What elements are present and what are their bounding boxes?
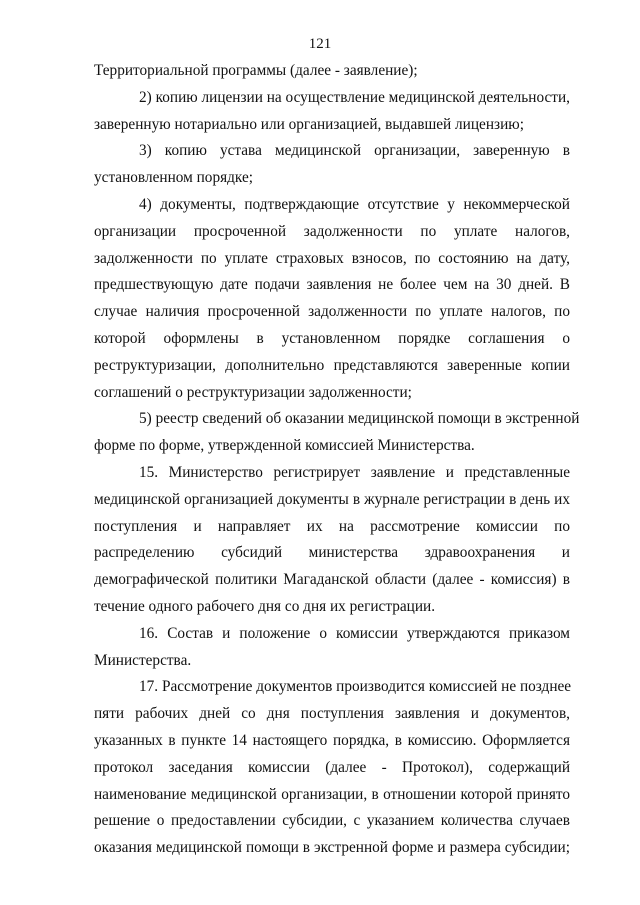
text-line: указанных в пункте 14 настоящего порядка, в комиссию. Оформляется (94, 731, 570, 749)
document-body (94, 58, 580, 862)
text-line: медицинской организацией документы в журнале регистрации в день их (94, 490, 570, 508)
text-line: наименование медицинской организации, в отношении которой принято (94, 785, 570, 803)
paragraph (94, 138, 570, 192)
text-line: соглашений о реструктуризации задолженности; (94, 383, 412, 401)
text-line: организации просроченной задолженности по уплате налогов, (94, 222, 570, 240)
text-line: пяти рабочих дней со дня поступления заявления и документов, (94, 705, 570, 723)
text-line: установленном порядке; (94, 169, 254, 187)
text-line: демографической политики Магаданской области (далее - комиссия) в (94, 571, 570, 589)
text-line: поступления и направляет их на рассмотрение комиссии по (94, 517, 570, 535)
text-line: реструктуризации, дополнительно представляются заверенные копии (94, 356, 570, 374)
text-line: 16. Состав и положение о комиссии утверждаются приказом (139, 624, 570, 642)
text-line: задолженности по уплате страховых взносов, по состоянию на дату, (94, 249, 570, 267)
text-line: которой оформлены в установленном порядке соглашения о (94, 329, 570, 347)
text-line: оказания медицинской помощи в экстренной форме и размера субсидии; (94, 839, 570, 857)
paragraph (94, 406, 580, 460)
text-line: 4) документы, подтверждающие отсутствие у некоммерческой (139, 195, 570, 213)
text-line: форме по форме, утвержденной комиссией Министерства. (94, 437, 475, 455)
text-line: распределению субсидий министерства здравоохранения и (94, 544, 570, 562)
paragraph (94, 192, 570, 406)
text-line: 15. Министерство регистрирует заявление и представленные (139, 463, 570, 481)
text-line: протокол заседания комиссии (далее - Протокол), содержащий (94, 758, 570, 776)
text-line: заверенную нотариально или организацией, выдавшей лицензию; (94, 115, 524, 133)
text-line: предшествующую дате подачи заявления не более чем на 30 дней. В (94, 276, 570, 294)
text-line: 2) копию лицензии на осуществление медицинской деятельности, (139, 88, 570, 106)
text-line: течение одного рабочего дня со дня их регистрации. (94, 597, 436, 615)
page-number: 121 (308, 36, 332, 52)
paragraph (94, 621, 570, 675)
text-line: решение о предоставлении субсидии, с указанием количества случаев (94, 812, 570, 830)
text-line: Министерства. (94, 651, 192, 669)
text-line: 3) копию устава медицинской организации, заверенную в (139, 142, 570, 160)
text-line: Территориальной программы (далее - заявление); (94, 62, 418, 79)
paragraph (94, 674, 570, 862)
text-line: 17. Рассмотрение документов производится комиссией не позднее (139, 678, 572, 696)
paragraph (94, 460, 570, 621)
text-line: случае наличия просроченной задолженности по уплате налогов, по (94, 303, 570, 321)
text-line: 5) реестр сведений об оказании медицинской помощи в экстренной (139, 410, 580, 428)
paragraph (94, 58, 570, 85)
paragraph (94, 85, 570, 139)
